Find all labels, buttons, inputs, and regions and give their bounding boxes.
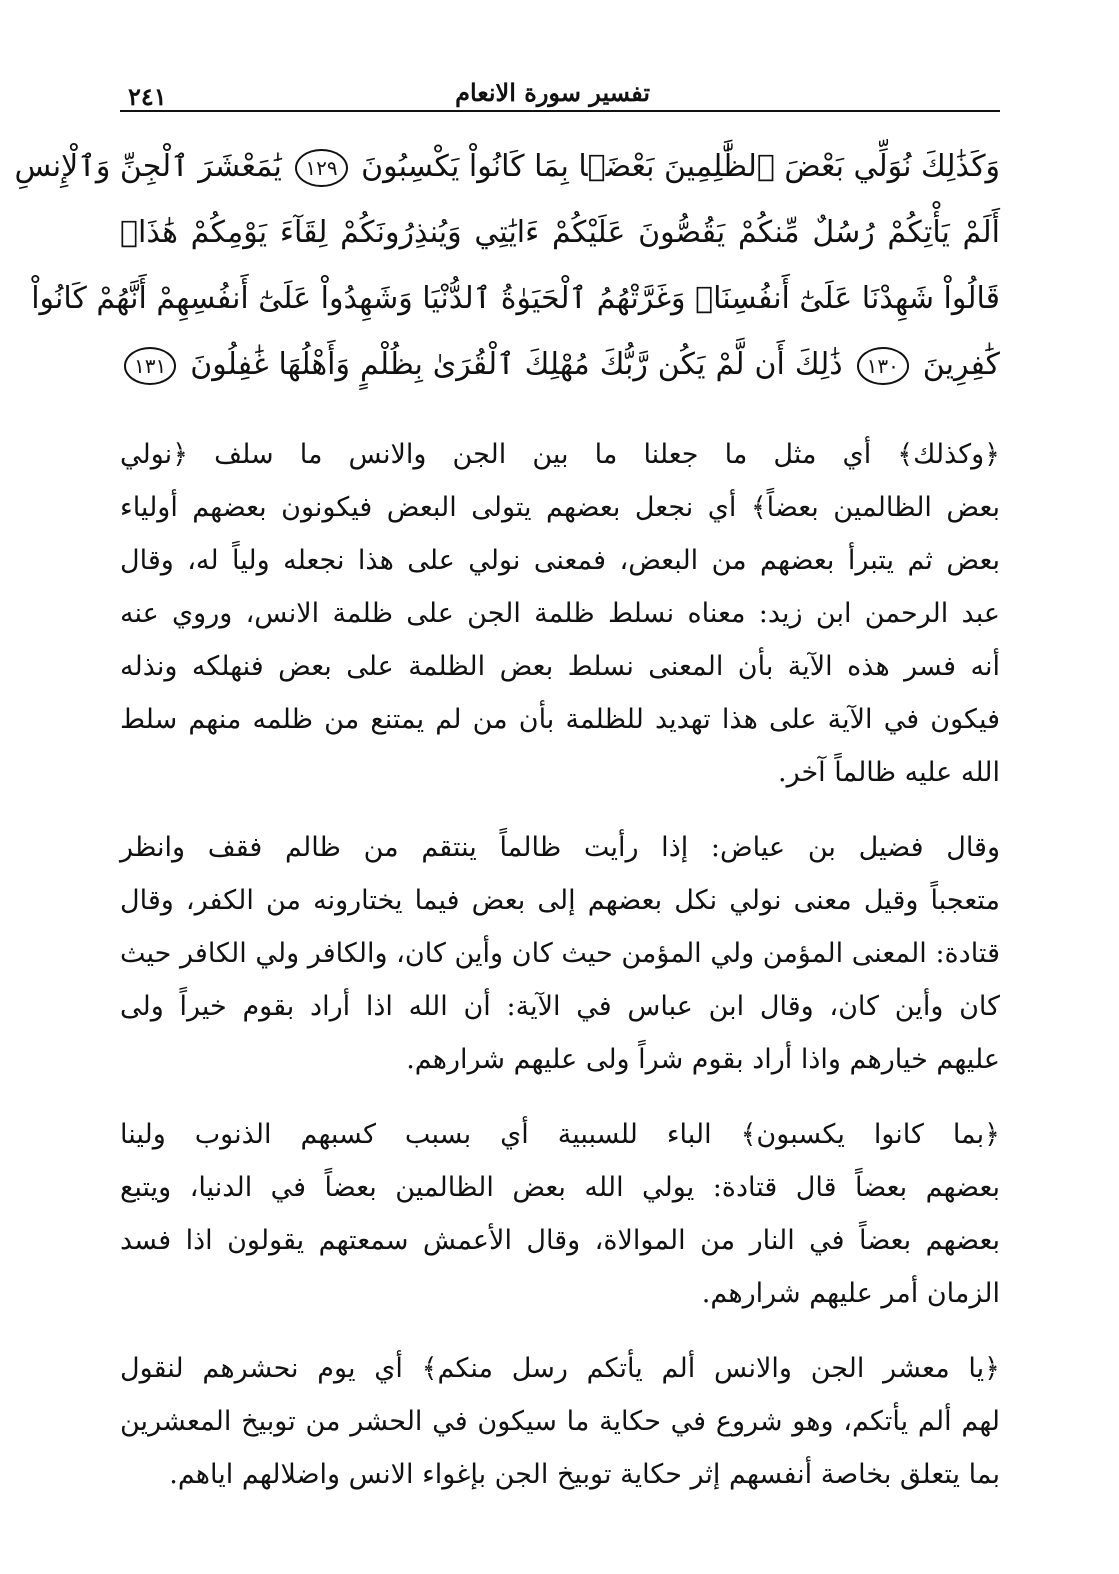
page-header <box>120 60 1000 112</box>
quran-verses <box>14 134 1000 398</box>
text-line: بعضهم بعضاً في النار من الموالاة، وقال الأعمش سمعتهم يقولون اذا فسد <box>120 1225 1000 1256</box>
verse-number-marker: ١٣١ <box>124 347 176 385</box>
text-line: بما يتعلق بخاصة أنفسهم إثر حكاية توبيخ الجن بإغواء الانس واضلالهم اياهم. <box>169 1459 1000 1490</box>
verse-line <box>14 134 1000 200</box>
text-line: أنه فسر هذه الآية بأن المعنى نسلط بعض الظلمة على بعض فنهلكه ونذله <box>120 651 1000 682</box>
text-line: عبد الرحمن ابن زيد: معناه نسلط ظلمة الجن على ظلمة الانس، وروي عنه <box>120 598 1000 629</box>
verse-number-marker: ١٢٩ <box>295 149 347 187</box>
text-line: وقال فضيل بن عياض: إذا رأيت ظالماً ينتقم من ظالم فقف وانظر <box>120 832 1000 863</box>
text-line: الزمان أمر عليهم شرارهم. <box>701 1278 1000 1309</box>
verse-line <box>120 200 1000 266</box>
text-line: الله عليه ظالماً آخر. <box>777 757 1000 788</box>
page-number: ٢٤١ <box>128 82 167 111</box>
running-title: تفسير سورة الانعام <box>455 78 650 107</box>
verse-text: قَالُواْ شَهِدْنَا عَلَىٰٓ أَنفُسِنَاۖ وَغَرَّتْهُمُ ٱلْحَيَوٰةُ ٱلدُّنْيَا وَشَهِدُواْ عَلَىٰٓ أَنفُسِهِمْ أَنَّهُمْ كَانُواْ <box>31 281 1000 316</box>
text-line: ﴿بما كانوا يكسبون﴾ الباء للسببية أي بسبب كسبهم الذنوب ولينا <box>120 1119 1000 1150</box>
tafsir-commentary <box>120 428 1000 1501</box>
commentary-paragraph <box>120 1108 1000 1320</box>
text-line: عليهم خيارهم واذا أراد بقوم شراً ولى عليهم شرارهم. <box>406 1044 1000 1075</box>
text-line: كان وأين كان، وقال ابن عباس في الآية: أن الله اذا أراد بقوم خيراً ولى <box>120 991 1000 1022</box>
verse-text: يَٰمَعْشَرَ ٱلْجِنِّ وَٱلْإِنسِ <box>14 149 282 184</box>
verse-text: ذَٰلِكَ أَن لَّمْ يَكُن رَّبُّكَ مُهْلِكَ ٱلْقُرَىٰ بِظُلْمٍ وَأَهْلُهَا غَٰفِلُونَ <box>190 347 843 382</box>
text-line: بعضهم بعضاً قال قتادة: يولي الله بعض الظالمين بعضاً في الدنيا، ويتبع <box>120 1172 1000 1203</box>
commentary-paragraph <box>120 428 1000 799</box>
verse-line <box>31 266 1000 332</box>
commentary-paragraph <box>120 821 1000 1086</box>
text-line: متعجباً وقيل معنى نولي نكل بعضهم إلى بعض فيما يختارونه من الكفر، وقال <box>120 885 1000 916</box>
verse-line <box>120 332 1000 398</box>
verse-number-marker: ١٣٠ <box>857 347 909 385</box>
book-page <box>14 60 1000 1523</box>
commentary-paragraph <box>120 1342 1000 1501</box>
text-line: فيكون في الآية على هذا تهديد للظلمة بأن من لم يمتنع من ظلمه منهم سلط <box>120 704 1000 735</box>
text-line: لهم ألم يأتكم، وهو شروع في حكاية ما سيكون في الحشر من توبيخ المعشرين <box>120 1406 1000 1437</box>
verse-text: وَكَذَٰلِكَ نُوَلِّي بَعْضَ ٱلظَّٰلِمِينَ بَعْضَۢا بِمَا كَانُواْ يَكْسِبُونَ <box>361 149 1000 184</box>
verse-text: أَلَمْ يَأْتِكُمْ رُسُلٌ مِّنكُمْ يَقُصُّونَ عَلَيْكُمْ ءَايَٰتِي وَيُنذِرُونَكُمْ لِقَآءَ يَوْمِكُمْ هَٰذَاۚ <box>120 215 1000 250</box>
text-line: ﴿يا معشر الجن والانس ألم يأتكم رسل منكم﴾ أي يوم نحشرهم لنقول <box>120 1353 1000 1384</box>
text-line: ﴿وكذلك﴾ أي مثل ما جعلنا ما بين الجن والانس ما سلف ﴿نولي <box>120 439 1000 470</box>
text-line: بعض ثم يتبرأ بعضهم من البعض، فمعنى نولي على هذا نجعله ولياً له، وقال <box>120 545 1000 576</box>
text-line: قتادة: المعنى المؤمن ولي المؤمن حيث كان وأين كان، والكافر ولي الكافر حيث <box>120 938 1000 969</box>
text-line: بعض الظالمين بعضاً﴾ أي نجعل بعضهم يتولى البعض فيكونون بعضهم أولياء <box>120 492 1000 523</box>
verse-text: كَٰفِرِينَ <box>922 347 1000 382</box>
